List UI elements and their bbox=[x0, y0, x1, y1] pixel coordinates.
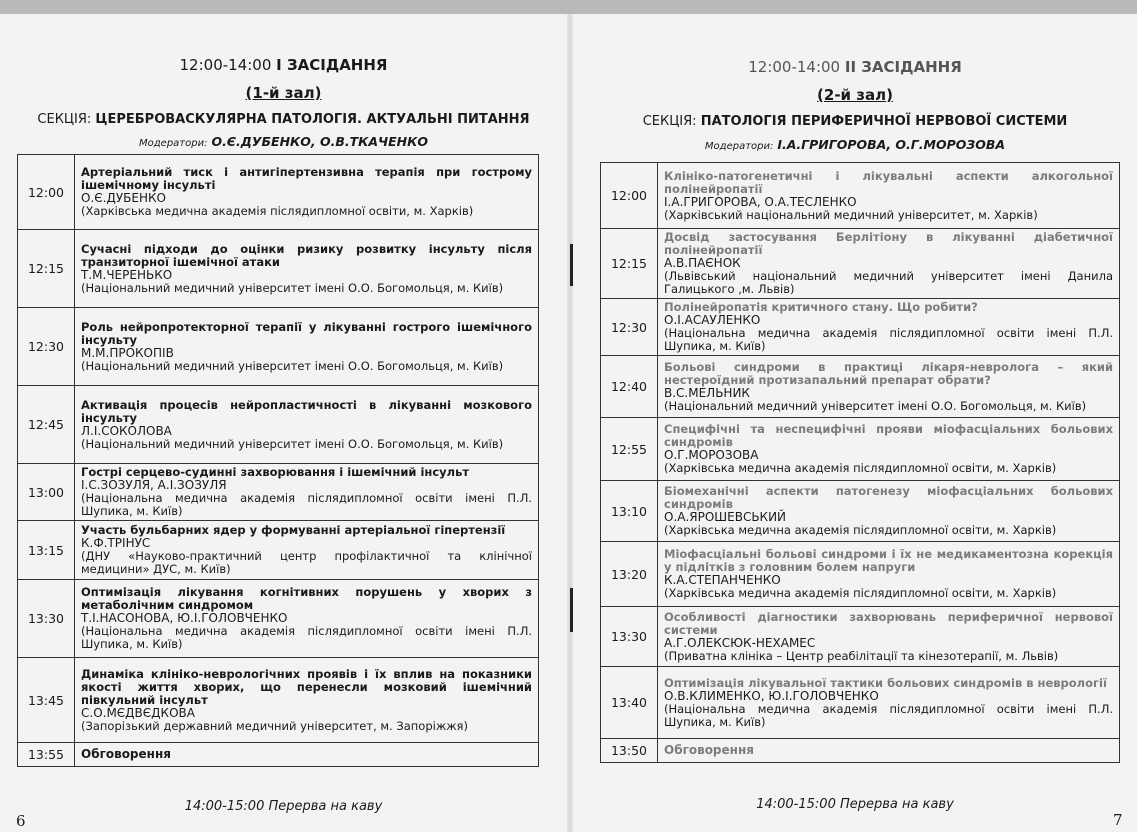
talk-title: Роль нейропротекторної терапії у лікуванні гострого ішемічного інсульту bbox=[81, 319, 532, 347]
talk-time: 12:45 bbox=[18, 386, 75, 464]
talk-title: Досвід застосування Берлітіону в лікуванні діабетичної полінейропатії bbox=[664, 230, 1113, 257]
section-name: ПАТОЛОГІЯ ПЕРИФЕРИЧНОЇ НЕРВОВОЇ СИСТЕМИ bbox=[700, 114, 1068, 129]
session-title: ІІ ЗАСІДАННЯ bbox=[844, 58, 962, 76]
talk-title: Оптимізація лікувальної тактики больових синдромів в неврології bbox=[664, 675, 1107, 690]
talk-title: Біомеханічні аспекти патогенезу міофасціальних больових синдромів bbox=[664, 484, 1113, 511]
talk-speaker: І.С.ЗОЗУЛЯ, А.І.ЗОЗУЛЯ bbox=[81, 478, 227, 492]
program-row bbox=[601, 607, 1120, 667]
talk-details bbox=[75, 658, 539, 743]
talk-time: 12:00 bbox=[18, 155, 75, 230]
talk-title: Оптимізація лікування когнітивних порушень у хворих з метаболічним синдромом bbox=[81, 585, 532, 612]
talk-title: Активація процесів нейропластичності в лікуванні мозкового інсульту bbox=[81, 397, 532, 425]
talk-institution: (Національний медичний університет імені О.О. Богомольця, м. Київ) bbox=[81, 436, 504, 451]
program-row bbox=[601, 299, 1120, 356]
program-row bbox=[18, 658, 539, 743]
talk-speaker: Т.І.НАСОНОВА, Ю.І.ГОЛОВЧЕНКО bbox=[81, 611, 288, 625]
talk-details bbox=[75, 230, 539, 308]
talk-time: 13:15 bbox=[18, 521, 75, 580]
talk-time: 12:30 bbox=[601, 299, 658, 356]
talk-details bbox=[75, 308, 539, 386]
talk-speaker: В.С.МЕЛЬНИК bbox=[664, 385, 750, 400]
hall-label: (1-й зал) bbox=[245, 84, 322, 102]
talk-details bbox=[75, 386, 539, 464]
talk-time: 12:15 bbox=[601, 229, 658, 299]
moderators-names: І.А.ГРИГОРОВА, О.Г.МОРОЗОВА bbox=[777, 137, 1006, 152]
talk-institution: (Харківська медична академія післядипломної освіти, м. Харків) bbox=[81, 204, 474, 218]
talk-speaker: І.А.ГРИГОРОВА, О.А.ТЕСЛЕНКО bbox=[664, 194, 857, 209]
program-row bbox=[601, 356, 1120, 418]
talk-title: Особливості діагностики захворювань периферичної нервової системи bbox=[664, 609, 1113, 637]
talk-institution: (Харківська медична академія післядипломної освіти, м. Харків) bbox=[664, 586, 1057, 600]
talk-institution: (Національна медична академія післядипломної освіти імені П.Л. Шупика, м. Київ) bbox=[664, 701, 1113, 729]
program-row bbox=[601, 229, 1120, 299]
talk-speaker: К.А.СТЕПАНЧЕНКО bbox=[664, 573, 781, 587]
coffee-break: 14:00-15:00 Перерва на каву bbox=[756, 797, 954, 812]
talk-details bbox=[75, 464, 539, 521]
discussion-row bbox=[601, 739, 1120, 763]
page-number: 7 bbox=[1113, 811, 1123, 829]
talk-speaker: Л.І.СОКОЛОВА bbox=[81, 423, 172, 438]
program-row bbox=[18, 230, 539, 308]
talk-details bbox=[658, 299, 1120, 356]
hall-label: (2-й зал) bbox=[817, 86, 893, 104]
program-row bbox=[18, 155, 539, 230]
program-row bbox=[18, 386, 539, 464]
talk-time: 13:30 bbox=[601, 607, 658, 667]
talk-speaker: О.Є.ДУБЕНКО bbox=[81, 191, 166, 205]
talk-speaker: О.І.АСАУЛЕНКО bbox=[664, 313, 761, 327]
scan-top-edge bbox=[0, 0, 1137, 14]
talk-time: 13:45 bbox=[18, 658, 75, 743]
talk-institution: (Національна медична академія післядипломної освіти імені П.Л. Шупика, м. Київ) bbox=[664, 326, 1113, 353]
talk-title: Больові синдроми в практиці лікаря-невролога – який нестероїдний протизапальний препарат обрати? bbox=[664, 359, 1113, 387]
page-left bbox=[0, 14, 567, 832]
program-row bbox=[18, 308, 539, 386]
talk-institution: (Львівський національний медичний університет імені Данила Галицького ,м. Львів) bbox=[664, 269, 1113, 296]
section-heading bbox=[20, 112, 547, 127]
talk-details bbox=[658, 481, 1120, 542]
talk-institution: (Харківська медична академія післядипломної освіти, м. Харків) bbox=[664, 523, 1057, 537]
talk-title: Клініко-патогенетичні і лікувальні аспекти алкогольної полінейропатії bbox=[664, 168, 1113, 196]
talk-speaker: О.В.КЛИМЕНКО, Ю.І.ГОЛОВЧЕНКО bbox=[664, 688, 879, 703]
moderators-label: Модератори: bbox=[139, 138, 208, 149]
talk-title: Артеріальний тиск і антигіпертензивна терапія при гострому ішемічному інсульті bbox=[81, 165, 532, 192]
program-row bbox=[601, 163, 1120, 229]
session-time: 12:00-14:00 bbox=[179, 56, 272, 74]
talk-time: 13:10 bbox=[601, 481, 658, 542]
talk-time: 13:20 bbox=[601, 542, 658, 607]
discussion-label: Обговорення bbox=[81, 747, 171, 761]
moderators bbox=[0, 134, 567, 149]
discussion-cell bbox=[75, 743, 539, 767]
program-row bbox=[601, 667, 1120, 739]
program-row bbox=[601, 418, 1120, 481]
program-row bbox=[601, 481, 1120, 542]
talk-details bbox=[75, 580, 539, 658]
talk-title: Полінейропатія критичного стану. Що робити? bbox=[664, 300, 978, 314]
section-heading bbox=[573, 114, 1137, 129]
talk-title: Динаміка клініко-неврологічних проявів і їх вплив на показники якості життя хворих, що перенесли мозковий ішемічний півкульний інсульт bbox=[81, 666, 532, 707]
program-row bbox=[18, 521, 539, 580]
program-row bbox=[18, 580, 539, 658]
talk-title: Гострі серцево-судинні захворювання і ішемічний інсульт bbox=[81, 465, 470, 479]
session-heading bbox=[0, 56, 567, 74]
talk-institution: (Харківський національний медичний університет, м. Харків) bbox=[664, 207, 1038, 222]
talk-institution: (Запорізький державний медичний університет, м. Запоріжжя) bbox=[81, 718, 468, 733]
talk-speaker: Т.М.ЧЕРЕНЬКО bbox=[81, 267, 173, 282]
session-heading bbox=[573, 58, 1137, 76]
talk-details bbox=[658, 356, 1120, 418]
talk-time: 12:55 bbox=[601, 418, 658, 481]
talk-speaker: А.В.ПАЄНОК bbox=[664, 256, 741, 270]
page-right bbox=[573, 14, 1137, 832]
moderators-label: Модератори: bbox=[704, 141, 774, 152]
talk-title: Специфічні та неспецифічні прояви міофасціальних больових синдромів bbox=[664, 422, 1113, 449]
section-name: ЦЕРЕБРОВАСКУЛЯРНА ПАТОЛОГІЯ. АКТУАЛЬНІ ПИТАННЯ bbox=[95, 112, 530, 127]
talk-speaker: А.Г.ОЛЕКСЮК-НЕХАМЕС bbox=[664, 635, 816, 650]
discussion-cell bbox=[658, 739, 1120, 763]
discussion-label: Обговорення bbox=[664, 743, 754, 757]
talk-speaker: К.Ф.ТРІНУС bbox=[81, 536, 151, 550]
talk-time: 12:30 bbox=[18, 308, 75, 386]
talk-institution: (Харківська медична академія післядипломної освіти, м. Харків) bbox=[664, 461, 1057, 475]
talk-speaker: С.О.МЄДВЄДКОВА bbox=[81, 705, 195, 720]
talk-institution: (Національна медична академія післядипломної освіти імені П.Л. Шупика, м. Київ) bbox=[81, 624, 532, 651]
talk-title: Участь бульбарних ядер у формуванні артеріальної гіпертензії bbox=[81, 523, 506, 537]
program-row bbox=[18, 464, 539, 521]
talk-institution: (ДНУ «Науково-практичний центр профілактичної та клінічної медицини» ДУС, м. Київ) bbox=[81, 549, 532, 576]
talk-time: 12:15 bbox=[18, 230, 75, 308]
talk-details bbox=[658, 607, 1120, 667]
program-table bbox=[600, 162, 1120, 763]
talk-time: 13:30 bbox=[18, 580, 75, 658]
talk-time: 12:00 bbox=[601, 163, 658, 229]
session-title: І ЗАСІДАННЯ bbox=[276, 56, 388, 74]
coffee-break: 14:00-15:00 Перерва на каву bbox=[184, 799, 383, 814]
program-row bbox=[601, 542, 1120, 607]
talk-time: 13:00 bbox=[18, 464, 75, 521]
talk-institution: (Національний медичний університет імені О.О. Богомольця, м. Київ) bbox=[81, 358, 504, 373]
talk-time: 12:40 bbox=[601, 356, 658, 418]
talk-institution: (Приватна клініка – Центр реабілітації та кінезотерапії, м. Львів) bbox=[664, 648, 1059, 663]
talk-title: Сучасні підходи до оцінки ризику розвитку інсульту після транзиторної ішемічної атаки bbox=[81, 241, 532, 269]
moderators-names: О.Є.ДУБЕНКО, О.В.ТКАЧЕНКО bbox=[211, 134, 428, 149]
program-table bbox=[17, 154, 539, 767]
section-label: СЕКЦІЯ: bbox=[642, 114, 697, 129]
page-number: 6 bbox=[16, 812, 26, 830]
talk-institution: (Національний медичний університет імені О.О. Богомольця, м. Київ) bbox=[81, 280, 504, 295]
talk-details bbox=[658, 163, 1120, 229]
talk-speaker: О.А.ЯРОШЕВСЬКИЙ bbox=[664, 510, 787, 524]
moderators bbox=[573, 137, 1137, 152]
talk-details bbox=[658, 667, 1120, 739]
talk-speaker: О.Г.МОРОЗОВА bbox=[664, 448, 759, 462]
discussion-time: 13:50 bbox=[601, 739, 658, 763]
session-time: 12:00-14:00 bbox=[748, 58, 841, 76]
talk-institution: (Національна медична академія післядипломної освіти імені П.Л. Шупика, м. Київ) bbox=[81, 491, 532, 518]
talk-details bbox=[75, 521, 539, 580]
section-label: СЕКЦІЯ: bbox=[37, 112, 92, 127]
talk-title: Міофасціальні больові синдроми і їх не медикаментозна корекція у підлітків з головним болем напруги bbox=[664, 547, 1113, 574]
discussion-row bbox=[18, 743, 539, 767]
talk-details bbox=[75, 155, 539, 230]
discussion-time: 13:55 bbox=[18, 743, 75, 767]
talk-time: 13:40 bbox=[601, 667, 658, 739]
talk-details bbox=[658, 229, 1120, 299]
talk-institution: (Національний медичний університет імені О.О. Богомольця, м. Київ) bbox=[664, 398, 1087, 413]
talk-details bbox=[658, 542, 1120, 607]
talk-details bbox=[658, 418, 1120, 481]
talk-speaker: М.М.ПРОКОПІВ bbox=[81, 345, 174, 360]
